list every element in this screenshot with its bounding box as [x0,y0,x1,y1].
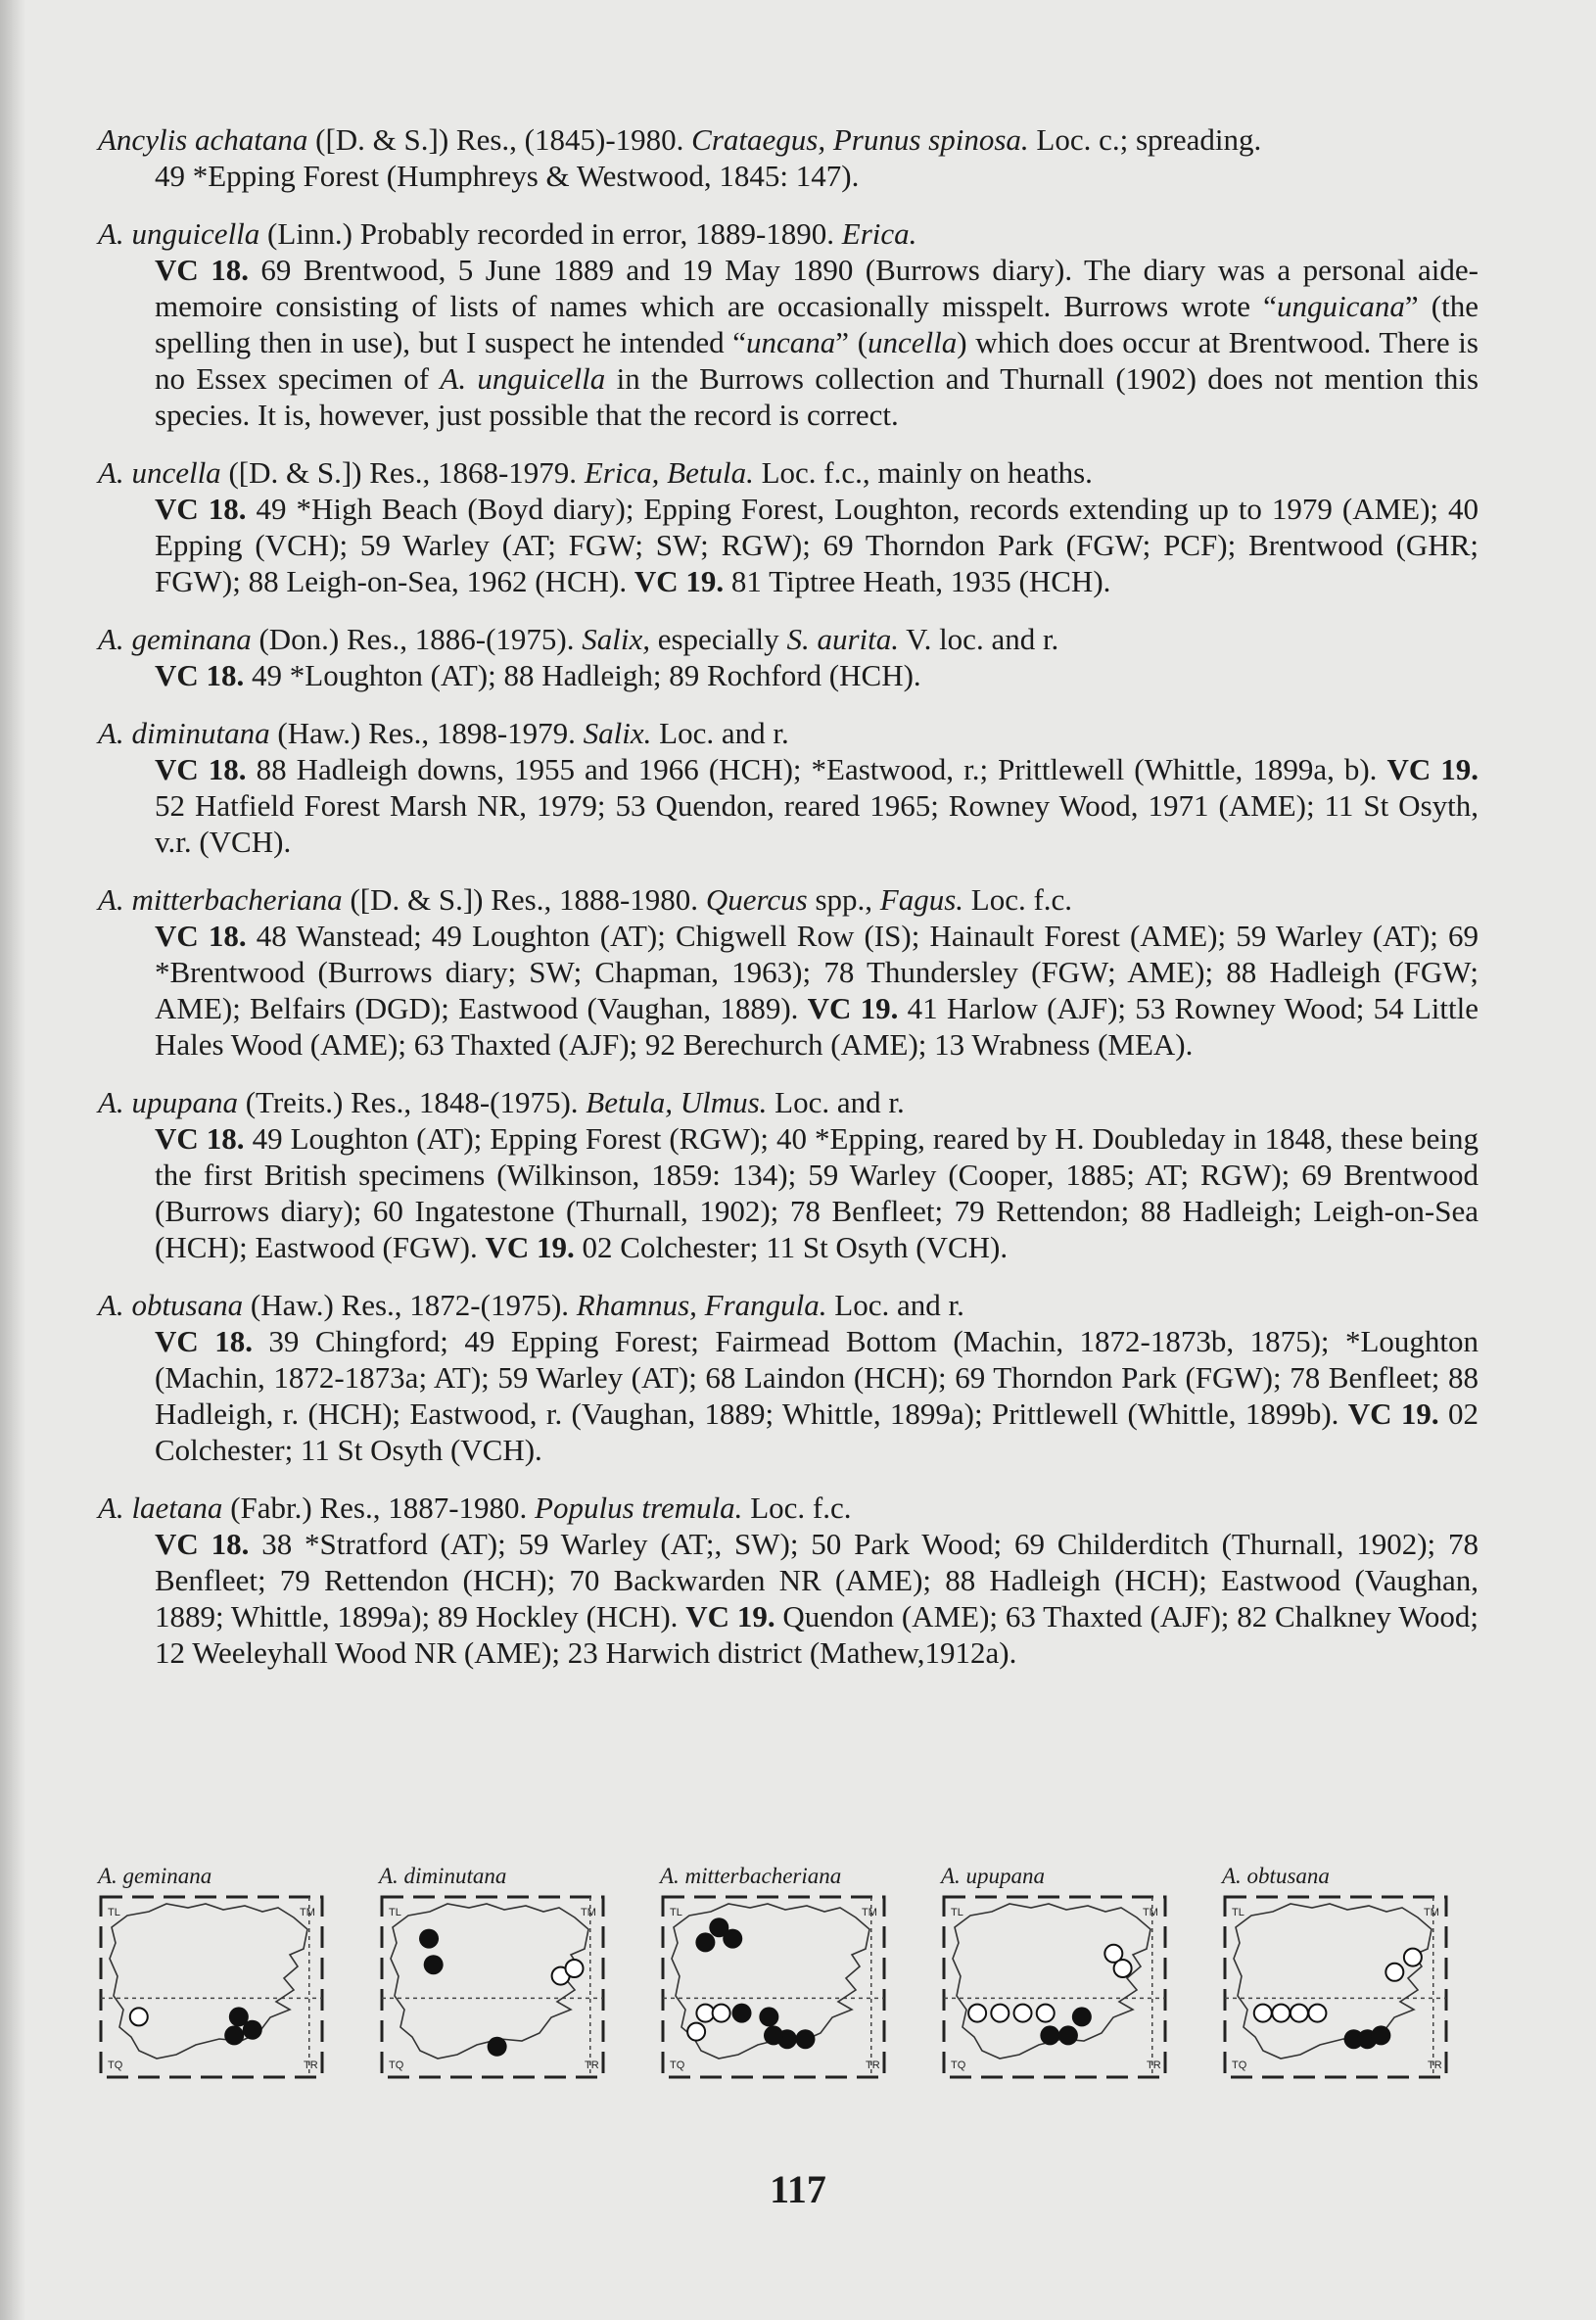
grid-square-label: TM [862,1907,877,1918]
grid-square-label: TR [585,2060,599,2071]
county-map [1222,1894,1449,2080]
distribution-text: Loc. and r. [651,716,789,750]
grid-square-label: TR [304,2060,318,2071]
italic-name: A. unguicella [440,361,606,396]
status-text: Res., 1898-1979. [360,716,584,750]
foodplants: Crataegus, Prunus spinosa. [691,122,1029,157]
grid-square-label: TL [1232,1907,1244,1918]
genus-name: A. [98,455,132,490]
grid-square-label: TQ [951,2060,966,2071]
record-text: 41 Harlow (AJF); 53 Rowney Wood; 54 Little Hales Wood (AME); 63 Thaxted (AJF); 92 Berechurch (AME); 13 Wrabness (MEA). [155,991,1479,1062]
record-dot-open [566,1960,584,1977]
county-outline [1234,1904,1432,2059]
record-text: in the Burrows collection and Thurnall (1902) does not mention this species. It is, however, just possible that the record is correct. [155,361,1479,432]
county-map [98,1894,325,2080]
species-heading [98,715,1479,751]
genus-name: A. [98,1288,132,1322]
record-dot-open [1385,1964,1403,1981]
record-dot-filled [243,2020,262,2040]
record-dot-open [1291,2005,1308,2022]
distribution-tail: V. loc. and r. [898,622,1059,656]
species-heading [98,621,1479,657]
distribution-text: Loc. c.; spreading. [1028,122,1262,157]
species-name: achatana [195,122,308,157]
record-dot-filled [695,1932,715,1952]
species-entry [98,1084,1479,1265]
foodplants: Erica, Betula. [584,455,754,490]
authority: (Haw.) [277,716,361,750]
record-dot-open [1014,2005,1032,2022]
record-text: 39 Chingford; 49 Epping Forest; Fairmead Bottom (Machin, 1872-1873b, 1875); *Loughton (Machin, 1872-1873a; AT); 59 Warley (AT); 68 Laindon (HCH); 69 Thorndon Park (FGW); 78 Benfleet; 88 Hadleigh, r. (HCH); Eastwood, r. (Vaughan, 1889; Whittle, 1899a); Prittlewell (Whittle, 1899b). [155,1324,1479,1431]
authority: ([D. & S.]) [315,122,449,157]
record-dot-filled [1040,2025,1059,2045]
record-text: ” (the spelling then in use), but I suspect he intended “ [155,289,1479,359]
record-text: ) which does occur at Brentwood. There is no Essex specimen of [155,325,1479,396]
species-name: laetana [131,1491,223,1525]
species-accounts [98,121,1479,1692]
record-dot-filled [732,2004,752,2023]
record-text: 02 Colchester; 11 St Osyth (VCH). [155,1397,1479,1467]
grid-square-label: TL [951,1907,963,1918]
vice-county-label: VC 18. [155,752,247,786]
record-text: 88 Hadleigh downs, 1955 and 1966 (HCH); *Eastwood, r.; Prittlewell (Whittle, 1899a, b). [246,752,1387,786]
record-text: 48 Wanstead; 49 Loughton (AT); Chigwell Row (IS); Hainault Forest (AME); 59 Warley (AT); 69 *Brentwood (Burrows diary; SW; Chapman, 1963); 78 Thundersley (FGW; AME); 88 Hadleigh (FGW; AME); Belfairs (DGD); Eastwood (Vaughan, 1889). [155,919,1479,1025]
grid-square-label: TQ [108,2060,123,2071]
record-dot-filled [795,2029,815,2049]
record-dot-filled [1058,2025,1078,2045]
vice-county-label: VC 18. [155,1121,245,1156]
vice-county-label: VC 18. [155,1324,253,1358]
species-name: obtusana [131,1288,244,1322]
species-name: upupana [131,1085,238,1119]
species-entry [98,621,1479,693]
vice-county-label: VC 19. [485,1230,575,1264]
genus-name: A. [98,1085,132,1119]
records-text [98,158,1479,194]
map-title: A. geminana [98,1864,212,1888]
authority: (Don.) [258,622,340,656]
record-dot-filled [424,1955,444,1974]
record-text: ” ( [835,325,868,359]
record-text: 49 *Epping Forest (Humphreys & Westwood, 1845: 147). [155,159,860,193]
record-dot-filled [723,1929,742,1949]
record-dot-filled [759,2007,778,2026]
foodplant-extra: Fagus. [879,882,964,917]
italic-name: uncana [746,325,836,359]
map-frame [663,1897,884,2077]
vice-county-label: VC 19. [1386,752,1479,786]
distribution-maps [98,1863,1479,2098]
foodplants: Populus tremula. [535,1491,743,1525]
vice-county-label: VC 18. [155,492,247,526]
species-entry [98,121,1479,194]
map-title: A. mitterbacheriana [660,1864,842,1888]
record-dot-filled [419,1929,439,1949]
record-dot-open [1272,2005,1290,2022]
species-name: mitterbacheriana [131,882,343,917]
genus-name: A. [98,1491,132,1525]
records-text [98,491,1479,599]
grid-square-label: TQ [670,2060,685,2071]
status-text: Probably recorded in error, 1889-1890. [352,216,842,251]
vice-county-label: VC 19. [807,991,899,1025]
vice-county-label: VC 18. [155,1527,250,1561]
status-text: Res., (1845)-1980. [448,122,692,157]
map-5 [1222,1863,1479,2098]
map-frame [101,1897,322,2077]
vice-county-label: VC 18. [155,919,247,953]
species-entry [98,1490,1479,1671]
grid-square-label: TL [670,1907,682,1918]
distribution-text: spp., [807,882,880,917]
map-frame [944,1897,1165,2077]
record-text: 49 *High Beach (Boyd diary); Epping Forest, Loughton, records extending up to 1979 (AME); 40 Epping (VCH); 59 Warley (AT; FGW; SW; RGW); 69 Thorndon Park (FGW; PCF); Brentwood (GHR; FGW); 88 Leigh-on-Sea, 1962 (HCH). [155,492,1479,598]
foodplant-extra: S. aurita. [786,622,899,656]
foodplants: Erica. [841,216,917,251]
species-heading [98,1490,1479,1526]
record-text: 02 Colchester; 11 St Osyth (VCH). [574,1230,1009,1264]
county-map [379,1894,606,2080]
distribution-tail: Loc. f.c. [963,882,1073,917]
authority: ([D. & S.]) [350,882,484,917]
page-edge-shadow [0,0,25,2320]
foodplants: Betula, Ulmus. [586,1085,768,1119]
status-text: Res., 1887-1980. [311,1491,536,1525]
records-text [98,1323,1479,1468]
status-text: Res., 1848-(1975). [343,1085,587,1119]
grid-square-label: TM [1143,1907,1158,1918]
vice-county-label: VC 19. [634,564,725,598]
record-dot-open [687,2023,705,2041]
record-text: 38 *Stratford (AT); 59 Warley (AT;, SW); 50 Park Wood; 69 Childerditch (Thurnall, 1902); 78 Benfleet; 79 Rettendon (HCH); 70 Backwarden NR (AME); 88 Hadleigh (HCH); Eastwood (Vaughan, 1889; Whittle, 1899a); 89 Hockley (HCH). [155,1527,1479,1633]
distribution-text: especially [649,622,787,656]
italic-name: uncella [868,325,958,359]
record-dot-open [1404,1949,1422,1966]
foodplants: Rhamnus, Frangula. [576,1288,827,1322]
record-text: 49 Loughton (AT); Epping Forest (RGW); 40 *Epping, reared by H. Doubleday in 1848, these being the first British specimens (Wilkinson, 1859: 134); 59 Warley (Cooper, 1885; AT; RGW); 69 Brentwood (Burrows diary); 60 Ingatestone (Thurnall, 1902); 78 Benfleet; 79 Rettendon; 88 Hadleigh; Leigh-on-Sea (HCH); Eastwood (FGW). [155,1121,1479,1264]
grid-square-label: TM [1424,1907,1439,1918]
species-heading [98,454,1479,491]
county-map [941,1894,1168,2080]
map-title: A. diminutana [379,1864,507,1888]
vice-county-label: VC 19. [685,1599,775,1633]
county-map [660,1894,887,2080]
record-dot-open [991,2005,1009,2022]
record-dot-open [968,2005,986,2022]
species-heading [98,215,1479,252]
authority: (Fabr.) [230,1491,312,1525]
distribution-text: Loc. and r. [826,1288,964,1322]
species-entry [98,215,1479,433]
map-4 [941,1863,1197,2098]
grid-square-label: TQ [1232,2060,1247,2071]
record-dot-open [1037,2005,1055,2022]
species-entry [98,881,1479,1063]
distribution-text: Loc. and r. [767,1085,905,1119]
map-frame [1225,1897,1446,2077]
species-name: uncella [131,455,221,490]
record-dot-open [1308,2005,1326,2022]
record-dot-open [130,2008,148,2025]
vice-county-label: VC 18. [155,658,245,692]
county-outline [110,1904,307,2059]
foodplants: Quercus [705,882,808,917]
record-dot-open [713,2005,730,2022]
record-dot-filled [224,2025,244,2045]
records-text [98,751,1479,860]
authority: (Linn.) [267,216,352,251]
authority: (Haw.) [250,1288,334,1322]
records-text [98,252,1479,433]
records-text [98,918,1479,1063]
species-heading [98,1084,1479,1120]
vice-county-label: VC 19. [1347,1397,1439,1431]
foodplants: Salix. [583,716,652,750]
species-entry [98,454,1479,599]
species-heading [98,121,1479,158]
distribution-text: Loc. f.c., mainly on heaths. [753,455,1093,490]
record-dot-filled [1371,2025,1390,2045]
species-heading [98,1287,1479,1323]
grid-square-label: TR [1428,2060,1442,2071]
grid-square-label: TL [108,1907,120,1918]
species-heading [98,881,1479,918]
foodplants: Salix, [582,622,650,656]
record-dot-filled [1072,2007,1092,2026]
authority: (Treits.) [245,1085,344,1119]
record-dot-filled [764,2025,783,2045]
records-text [98,657,1479,693]
italic-name: unguicana [1276,289,1405,323]
page-number: 117 [770,2167,826,2211]
grid-square-label: TL [389,1907,401,1918]
map-3 [660,1863,916,2098]
grid-square-label: TQ [389,2060,404,2071]
grid-square-label: TM [300,1907,315,1918]
record-text: 52 Hatfield Forest Marsh NR, 1979; 53 Quendon, reared 1965; Rowney Wood, 1971 (AME); 11 St Osyth, v.r. (VCH). [155,788,1479,859]
status-text: Res., 1886-(1975). [339,622,583,656]
status-text: Res., 1868-1979. [361,455,585,490]
record-text: 69 Brentwood, 5 June 1889 and 19 May 1890 (Burrows diary). The diary was a personal aide-memoire consisting of lists of names which are occasionally misspelt. Burrows wrote “ [155,253,1479,323]
species-entry [98,1287,1479,1468]
record-dot-open [1114,1960,1132,1977]
grid-square-label: TM [581,1907,596,1918]
species-name: unguicella [131,216,260,251]
distribution-text: Loc. f.c. [742,1491,852,1525]
records-text [98,1526,1479,1671]
map-title: A. obtusana [1222,1864,1330,1888]
status-text: Res., 1888-1980. [483,882,706,917]
genus-name: A. [98,216,132,251]
vice-county-label: VC 18. [155,253,249,287]
record-dot-open [1254,2005,1272,2022]
status-text: Res., 1872-(1975). [333,1288,577,1322]
map-2 [379,1863,635,2098]
record-text: 81 Tiptree Heath, 1935 (HCH). [724,564,1111,598]
record-text: Quendon (AME); 63 Thaxted (AJF); 82 Chalkney Wood; 12 Weeleyhall Wood NR (AME); 23 Harwich district (Mathew,1912a). [155,1599,1479,1670]
genus-name: A. [98,716,132,750]
map-title: A. upupana [941,1864,1046,1888]
genus-name: Ancylis [98,122,195,157]
species-entry [98,715,1479,860]
grid-square-label: TR [866,2060,880,2071]
species-name: diminutana [131,716,270,750]
record-text: 49 *Loughton (AT); 88 Hadleigh; 89 Rochford (HCH). [244,658,921,692]
genus-name: A. [98,622,132,656]
genus-name: A. [98,882,132,917]
records-text [98,1120,1479,1265]
authority: ([D. & S.]) [228,455,362,490]
grid-square-label: TR [1147,2060,1161,2071]
species-name: geminana [131,622,252,656]
record-dot-filled [488,2037,507,2057]
map-1 [98,1863,354,2098]
